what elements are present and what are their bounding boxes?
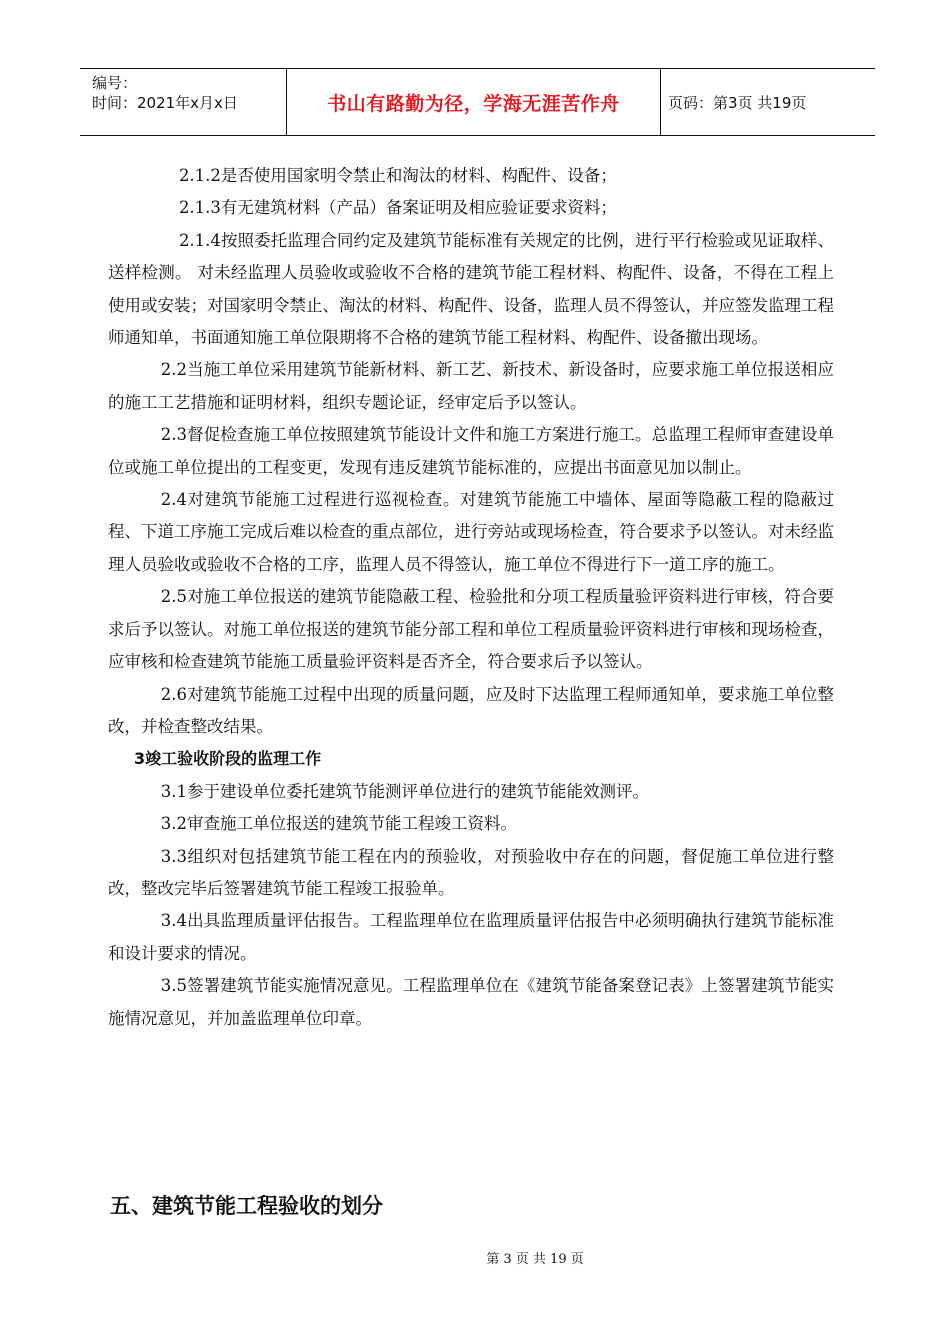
paragraph: 2.3督促检查施工单位按照建筑节能设计文件和施工方案进行施工。总监理工程师审查建设单位或施工单位提出的工程变更，发现有违反建筑节能标准的，应提出书面意见加以制止。 (108, 425, 834, 477)
header-motto: 书山有路勤为径，学海无涯苦作舟 (327, 92, 620, 115)
document-body (108, 160, 834, 1035)
header-meta (92, 73, 282, 113)
page-footer: 第 3 页 共 19 页 (486, 1252, 584, 1267)
paragraph: 2.2当施工单位采用建筑节能新材料、新工艺、新技术、新设备时，应要求施工单位报送相应的施工工艺措施和证明材料，组织专题论证，经审定后予以签认。 (108, 360, 834, 412)
document-date: 时间：2021年x月x日 (92, 94, 238, 112)
paragraph: 2.1.4按照委托监理合同约定及建筑节能标准有关规定的比例，进行平行检验或见证取样、送样检测。 对未经监理人员验收或验收不合格的建筑节能工程材料、构配件、设备，不得在工程上使用或安装；对国家明令禁止、淘汰的材料、构配件、设备，监理人员不得签认，并应签发监理工程师通知单，书面通知施工单位限期将不合格的建筑节能工程材料、构配件、设备撤出现场。 (108, 230, 834, 348)
header-divider (660, 69, 661, 135)
paragraph: 3.5签署建筑节能实施情况意见。工程监理单位在《建筑节能备案登记表》上签署建筑节能实施情况意见，并加盖监理单位印章。 (108, 976, 834, 1028)
paragraph: 3.4出具监理质量评估报告。工程监理单位在监理质量评估报告中必须明确执行建筑节能标准和设计要求的情况。 (108, 911, 834, 963)
page-header (80, 68, 875, 136)
paragraph: 2.5对施工单位报送的建筑节能隐蔽工程、检验批和分项工程质量验评资料进行审核，符合要求后予以签认。对施工单位报送的建筑节能分部工程和单位工程质量验评资料进行审核和现场检查，应审核和检查建筑节能施工质量验评资料是否齐全，符合要求后予以签认。 (108, 587, 834, 672)
document-number: 编号： (92, 74, 138, 92)
paragraph: 2.6对建筑节能施工过程中出现的质量问题，应及时下达监理工程师通知单，要求施工单位整改，并检查整改结果。 (108, 684, 834, 736)
paragraph: 2.4对建筑节能施工过程进行巡视检查。对建筑节能施工中墙体、屋面等隐蔽工程的隐蔽过程、下道工序施工完成后难以检查的重点部位，进行旁站或现场检查，符合要求予以签认。对未经监理人员验收或验收不合格的工序，监理人员不得签认，施工单位不得进行下一道工序的施工。 (108, 490, 834, 574)
paragraph: 3.1参于建设单位委托建筑节能测评单位进行的建筑节能能效测评。 (160, 781, 650, 801)
chapter-heading: 五、建筑节能工程验收的划分 (110, 1194, 383, 1218)
paragraph: 3.3组织对包括建筑节能工程在内的预验收，对预验收中存在的问题，督促施工单位进行整改，整改完毕后签署建筑节能工程竣工报验单。 (108, 846, 834, 898)
paragraph: 2.1.3有无建筑材料（产品）备案证明及相应验证要求资料； (178, 198, 617, 218)
paragraph: 2.1.2是否使用国家明令禁止和淘汰的材料、构配件、设备； (178, 166, 617, 185)
paragraph: 3.2审查施工单位报送的建筑节能工程竣工资料。 (160, 814, 518, 834)
section-heading: 3竣工验收阶段的监理工作 (134, 749, 322, 769)
header-page-info: 页码：第3页 共19页 (668, 93, 807, 112)
